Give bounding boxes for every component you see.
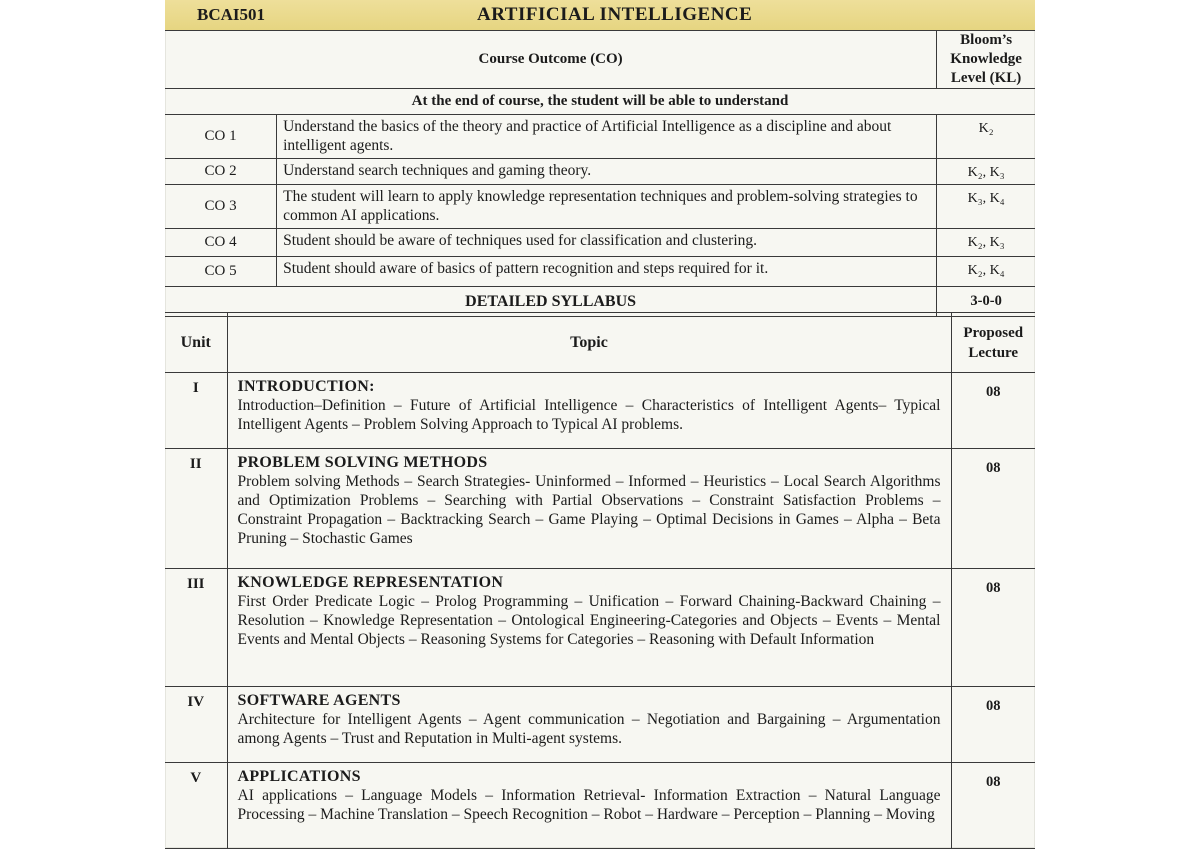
unit-lectures: 08 [951,687,1035,763]
unit-title: SOFTWARE AGENTS [237,692,401,709]
co-id: CO 2 [165,159,277,185]
co-description: The student will learn to apply knowledge representation techniques and problem-solving strategies to common AI applications. [277,185,937,229]
co-row [165,115,1035,159]
unit-content: Architecture for Intelligent Agents – Agent communication – Negotiation and Bargaining – Argumentation among Agents – Trust and Reputation in Multi-agent systems. [237,711,941,747]
unit-content: First Order Predicate Logic – Prolog Programming – Unification – Forward Chaining-Backward Chaining – Resolution – Knowledge Representation – Ontological Engineering-Categories and Objects – Events – Mental Events and Mental Objects – Reasoning Systems for Categories – Reasoning with Default Information [237,593,941,648]
unit-row [165,449,1035,569]
co-description: Understand the basics of the theory and practice of Artificial Intelligence as a discipline and about intelligent agents. [277,115,937,159]
unit-row [165,763,1035,849]
course-title-band [165,0,1035,31]
co-description: Student should be aware of techniques used for classification and clustering. [277,229,937,257]
course-title: ARTIFICIAL INTELLIGENCE [477,4,753,25]
unit-title: INTRODUCTION: [237,378,375,395]
unit-lectures: 08 [951,569,1035,687]
unit-title: PROBLEM SOLVING METHODS [237,454,488,471]
ltp-value: 3-0-0 [937,287,1035,317]
co-id: CO 4 [165,229,277,257]
detailed-syllabus-heading: DETAILED SYLLABUS [165,287,937,317]
co-id: CO 5 [165,257,277,287]
unit-number: V [165,763,227,849]
topic-column-header: Topic [227,313,951,373]
unit-topic [227,763,951,849]
unit-column-header: Unit [165,313,227,373]
unit-title: KNOWLEDGE REPRESENTATION [237,574,504,591]
unit-topic [227,373,951,449]
co-description: Student should aware of basics of pattern recognition and steps required for it. [277,257,937,287]
unit-number: I [165,373,227,449]
lecture-column-header: Proposed Lecture [951,313,1035,373]
course-outcome-table [165,30,1035,317]
unit-row [165,687,1035,763]
co-row [165,159,1035,185]
co-intro-row: At the end of course, the student will be able to understand [165,89,1035,115]
co-description: Understand search techniques and gaming theory. [277,159,937,185]
co-kl: K₃, K₄ [937,185,1035,229]
co-column-header: Course Outcome (CO) [165,31,937,89]
unit-topic [227,687,951,763]
syllabus-page [165,0,1035,848]
unit-title: APPLICATIONS [237,768,361,785]
unit-number: IV [165,687,227,763]
co-row [165,257,1035,287]
co-kl: K₂, K₄ [937,257,1035,287]
syllabus-table [165,312,1035,849]
unit-topic [227,449,951,569]
unit-topic [227,569,951,687]
unit-content: Introduction–Definition – Future of Artificial Intelligence – Characteristics of Intelligent Agents– Typical Intelligent Agents – Problem Solving Approach to Typical AI problems. [237,397,941,433]
unit-row [165,569,1035,687]
unit-lectures: 08 [951,763,1035,849]
co-kl: K₂, K₃ [937,159,1035,185]
co-row [165,229,1035,257]
co-id: CO 1 [165,115,277,159]
unit-content: AI applications – Language Models – Information Retrieval- Information Extraction – Natural Language Processing – Machine Translation – Speech Recognition – Robot – Hardware – Perception – Planning – Moving [237,787,941,823]
unit-number: III [165,569,227,687]
kl-column-header: Bloom’s Knowledge Level (KL) [937,31,1035,89]
co-id: CO 3 [165,185,277,229]
unit-row [165,373,1035,449]
co-row [165,185,1035,229]
co-kl: K₂, K₃ [937,229,1035,257]
co-kl: K₂ [937,115,1035,159]
course-code: BCAI501 [197,5,266,24]
unit-content: Problem solving Methods – Search Strategies- Uninformed – Informed – Heuristics – Local Search Algorithms and Optimization Problems – Searching with Partial Observations – Constraint Satisfaction Problems – Constraint Propagation – Backtracking Search – Game Playing – Optimal Decisions in Games – Alpha – Beta Pruning – Stochastic Games [237,473,941,547]
unit-number: II [165,449,227,569]
unit-lectures: 08 [951,373,1035,449]
unit-lectures: 08 [951,449,1035,569]
